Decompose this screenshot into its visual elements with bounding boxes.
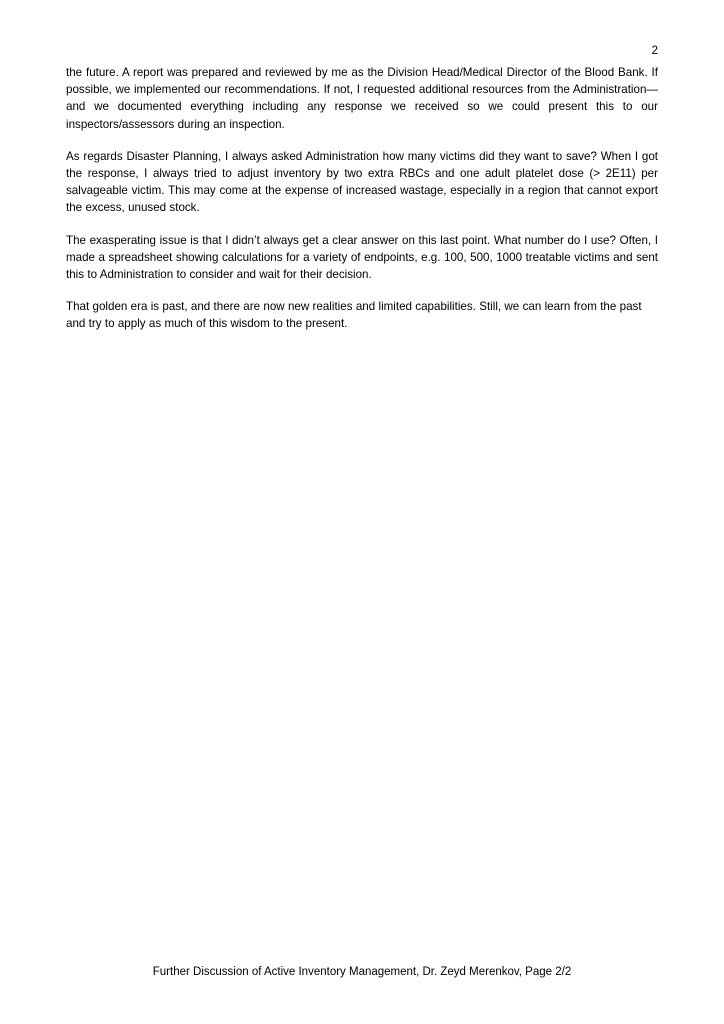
paragraph: As regards Disaster Planning, I always asked Administration how many victims did they want to save? When I got the response, I always tried to adjust inventory by two extra RBCs and one adult platelet dose (> 2E11) per salvageable victim. This may come at the expense of increased wastage, especially in a region that cannot export the excess, unused stock. — [66, 149, 658, 215]
paragraph: The exasperating issue is that I didn’t always get a clear answer on this last point. What number do I use? Often, I made a spreadsheet showing calculations for a variety of endpoints, e.g. 100, 500, 1000 treatable victims and sent this to Administration to consider and wait for their decision. — [66, 233, 658, 282]
page-number: 2 — [651, 45, 658, 57]
document-footer: Further Discussion of Active Inventory Management, Dr. Zeyd Merenkov, Page 2/2 — [152, 966, 572, 978]
document-body — [66, 64, 658, 333]
paragraph: the future. A report was prepared and reviewed by me as the Division Head/Medical Director of the Blood Bank. If possible, we implemented our recommendations. If not, I requested additional resources from the Administration—and we documented everything including any response we received so we could present this to our inspectors/assessors during an inspection. — [66, 66, 658, 131]
paragraph: That golden era is past, and there are now new realities and limited capabilities. Still, we can learn from the past and try to apply as much of this wisdom to the present. — [66, 300, 642, 331]
